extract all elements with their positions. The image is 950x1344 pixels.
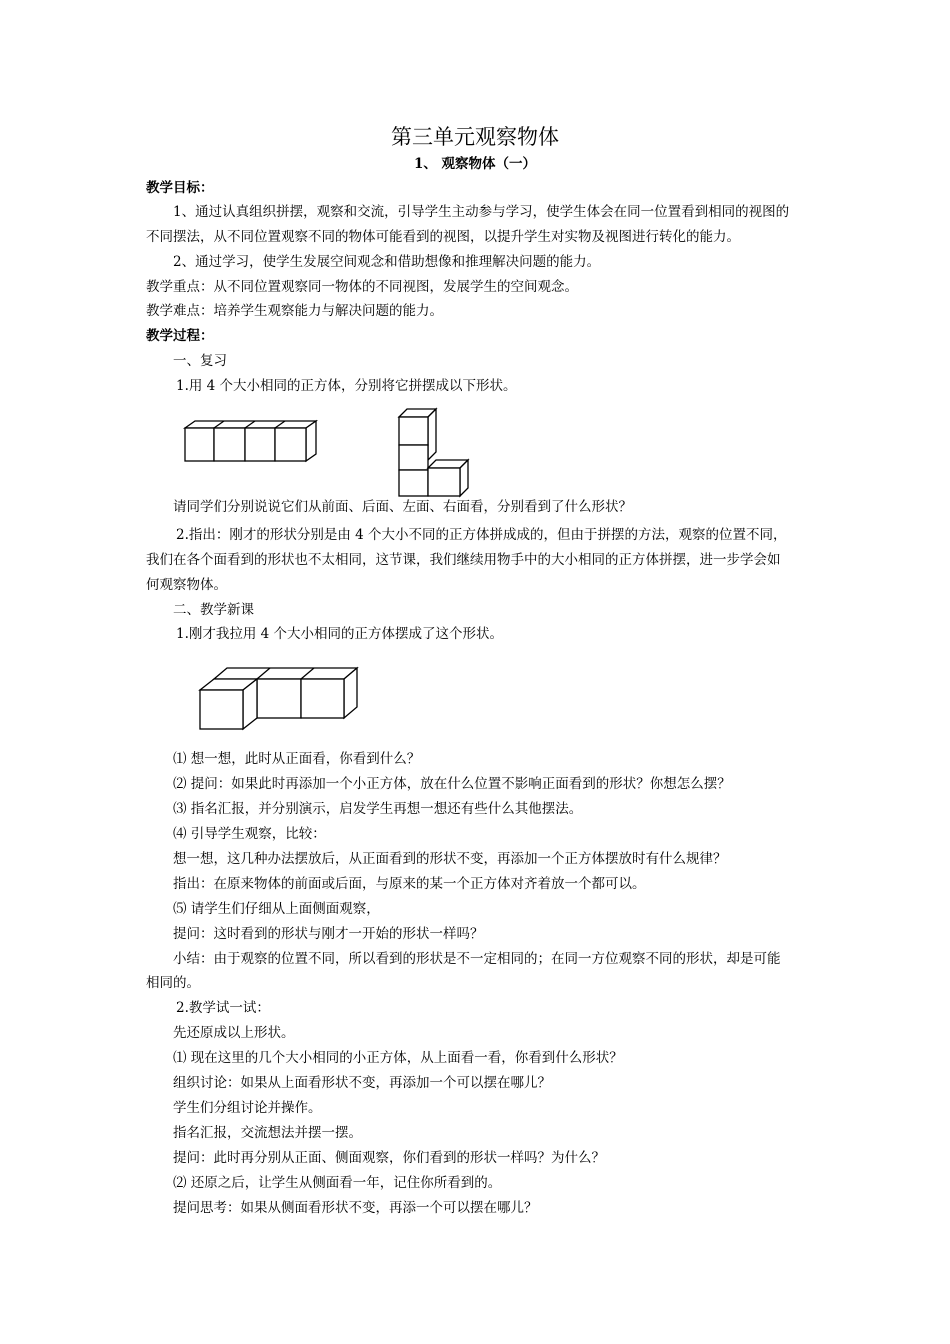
question-5-ask: 提问：这时看到的形状与刚才一开始的形状一样吗？: [173, 926, 484, 942]
review-question: 请同学们分别说说它们从前面、后面、左面、右面看，分别看到了什么形状？: [173, 499, 632, 515]
stack-cube-bottom: [399, 470, 428, 496]
goal2: 2、通过学习，使学生发展空间观念和借助想像和推理解决问题的能力。: [173, 254, 601, 270]
goal1-line2: 不同摆法，从不同位置观察不同的物体可能看到的视图，以提升学生对实物及视图进行转化的能力。: [146, 229, 740, 245]
question-4-think: 想一想，这几种办法摆放后，从正面看到的形状不变，再添加一个正方体摆放时有什么规律？: [173, 851, 727, 867]
question-1: ⑴ 想一想，此时从正面看，你看到什么？: [173, 751, 421, 767]
cube-arrangement-figure: [195, 660, 363, 735]
right-cube-front: [428, 468, 460, 496]
cube-row-figure: [180, 418, 320, 466]
process-heading: 教学过程：: [146, 328, 214, 344]
restore-instruction: 先还原成以上形状。: [173, 1025, 295, 1041]
cube-front-1: [185, 428, 214, 461]
try-2: ⑵ 还原之后，让学生从侧面看一年，记住你所看到的。: [173, 1175, 502, 1191]
stack-side-face: [428, 409, 436, 460]
document-title: 第三单元观察物体: [391, 125, 559, 149]
try-1-report: 指名汇报，交流想法并摆一摆。: [173, 1125, 362, 1141]
try-1: ⑴ 现在这里的几个大小相同的小正方体，从上面看一看，你看到什么形状？: [173, 1050, 623, 1066]
back-row-top-face: [214, 668, 357, 679]
cube-front-3: [245, 428, 275, 461]
try-1-ask: 提问：此时再分别从正面、侧面观察，你们看到的形状一样吗？为什么？: [173, 1150, 605, 1166]
question-5: ⑸ 请学生们仔细从上面侧面观察，: [173, 901, 380, 917]
question-4: ⑷ 引导学生观察，比较：: [173, 826, 326, 842]
review-item2-line1: 2.指出：刚才的形状分别是由 4 个大小不同的正方体拼成成的，但由于拼摆的方法，观察的位置不同，: [176, 527, 787, 543]
goals-heading: 教学目标：: [146, 180, 214, 196]
key-point: 教学重点：从不同位置观察同一物体的不同视图，发展学生的空间观念。: [146, 279, 578, 295]
back-cube-right: [301, 679, 344, 718]
back-cube-middle: [257, 679, 301, 718]
question-2: ⑵ 提问：如果此时再添加一个小正方体，放在什么位置不影响正面看到的形状？你想怎么摆？: [173, 776, 731, 792]
question-3: ⑶ 指名汇报，并分别演示，启发学生再想一想还有些什么其他摆法。: [173, 801, 583, 817]
review-item1: 1.用 4 个大小相同的正方体，分别将它拼摆成以下形状。: [176, 378, 517, 394]
try-1-discuss: 组织讨论：如果从上面看形状不变，再添加一个可以摆在哪儿？: [173, 1075, 551, 1091]
new-lesson-item1: 1.刚才我拉用 4 个大小相同的正方体摆成了这个形状。: [176, 626, 504, 642]
stack-cube-top: [399, 417, 428, 445]
cube-front-4: [275, 428, 306, 461]
question-4-point: 指出：在原来物体的前面或后面，与原来的某一个正方体对齐着放一个都可以。: [173, 876, 646, 892]
try-2-think: 提问思考：如果从侧面看形状不变，再添一个可以摆在哪儿？: [173, 1200, 538, 1216]
try-1-group: 学生们分组讨论并操作。: [173, 1100, 322, 1116]
section1-heading: 一、复习: [173, 353, 227, 369]
cube-l-shape-figure: [394, 404, 476, 500]
goal1-line1: 1、通过认真组织拼摆，观察和交流，引导学生主动参与学习，使学生体会在同一位置看到相同的视图的: [173, 204, 790, 220]
section2-heading: 二、教学新课: [173, 602, 254, 618]
review-item2-line2: 我们在各个面看到的形状也不太相同，这节课，我们继续用物手中的大小相同的正方体拼摆，进一步学会如: [146, 552, 781, 568]
review-item2-line3: 何观察物体。: [146, 577, 227, 593]
cube-row-side-face: [306, 421, 316, 461]
lesson-subtitle: 1、 观察物体（一）: [413, 156, 537, 172]
difficulty: 教学难点：培养学生观察能力与解决问题的能力。: [146, 303, 443, 319]
summary-line1: 小结：由于观察的位置不同，所以看到的形状是不一定相同的；在同一方位观察不同的形状，却是可能: [173, 951, 781, 967]
summary-line2: 相同的。: [146, 975, 200, 991]
cube-front-2: [214, 428, 245, 461]
stack-cube-middle: [399, 445, 428, 470]
new-lesson-item2: 2.教学试一试：: [176, 1000, 270, 1016]
front-cube-front-face: [200, 690, 243, 729]
